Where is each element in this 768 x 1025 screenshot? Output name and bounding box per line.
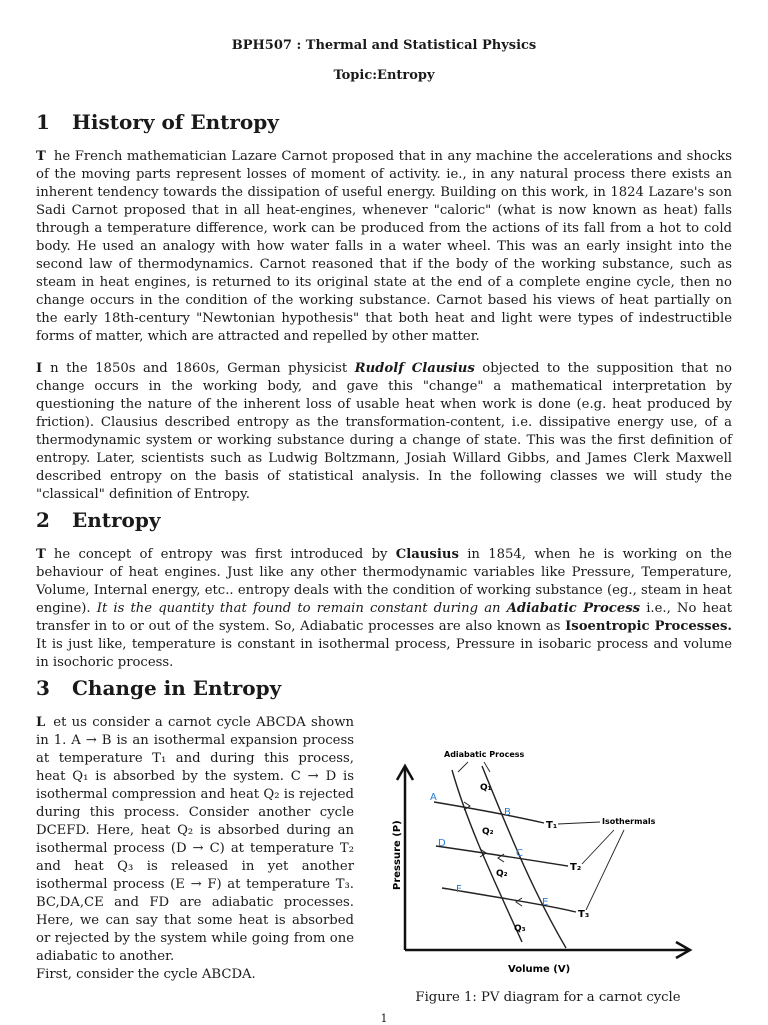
heat-q2-upper: Q₂: [482, 827, 494, 837]
point-d: D: [438, 838, 446, 849]
section-3-heading: [36, 676, 281, 700]
entropy-paragraph: [36, 546, 732, 672]
point-b: B: [504, 807, 511, 818]
clausius-bold: Clausius: [395, 547, 459, 562]
italic-text: It is the quantity that found to remain constant during an: [96, 601, 501, 616]
pv-diagram: [372, 730, 724, 980]
heat-q1: Q₁: [480, 783, 492, 793]
section-number: 2: [36, 508, 50, 532]
change-paragraph: [36, 714, 354, 984]
drop-cap: T: [36, 547, 46, 562]
topic-header: Topic:Entropy: [333, 68, 435, 83]
drop-cap: I: [36, 361, 43, 376]
paragraph-text: First, consider the cycle ABCDA.: [36, 967, 256, 982]
adiabatic-label: Adiabatic Process: [444, 750, 525, 759]
section-2-heading: [36, 508, 161, 532]
y-axis-label: Pressure (P): [392, 820, 403, 890]
point-f: F: [456, 884, 462, 895]
isothermals-label: Isothermals: [602, 817, 656, 826]
paragraph-text: n the 1850s and 1860s, German physicist: [50, 361, 348, 376]
paragraph-text: It is just like, temperature is constant in isothermal process, Pressure in isobaric process and volume in isochoric process.: [36, 637, 732, 670]
point-c: C: [516, 848, 523, 859]
heat-q3: Q₃: [514, 924, 526, 934]
section-title: Entropy: [72, 508, 161, 532]
history-paragraph-2: [36, 360, 732, 504]
section-title: History of Entropy: [72, 110, 279, 134]
isoentropic-term: Isoentropic Processes.: [565, 619, 732, 634]
section-title: Change in Entropy: [72, 676, 282, 700]
temp-t3: T₃: [578, 909, 590, 920]
temp-t1: T₁: [546, 820, 558, 831]
drop-cap: L: [36, 715, 46, 730]
clausius-name: Rudolf Clausius: [354, 361, 475, 376]
temp-t2: T₂: [570, 862, 582, 873]
paragraph-text: he French mathematician Lazare Carnot proposed that in any machine the accelerations and shocks of the moving parts represent losses of moment of activity. ie., in any natural process there exists an inherent tendency towards the dissipation of useful energy. Building on this work, in 1824 Lazare's son Sadi Carnot proposed that in all heat-engines, whenever "caloric" (what is now known as heat) falls through a temperature difference, work can be produced from the actions of its fall from a hot to cold body. He used an analogy with how water falls in a water wheel. This was an early insight into the second law of thermodynamics. Carnot reasoned that if the body of the working substance, such as steam in heat engines, is returned to its original state at the end of a complete engine cycle, then no change occurs in the condition of the working substance. Carnot based his views of heat partially on the early 18th-century "Newtonian hypothesis" that both heat and light were types of indestructible forms of matter, which are attracted and repelled by other matter.: [36, 149, 732, 344]
drop-cap: T: [36, 149, 46, 164]
adiabatic-process-term: Adiabatic Process: [506, 601, 641, 616]
pv-diagram-figure: [372, 730, 724, 980]
heat-q2-lower: Q₂: [496, 869, 508, 879]
point-e: E: [542, 897, 549, 908]
paragraph-text: he concept of entropy was first introduced by: [53, 547, 388, 562]
paragraph-text: et us consider a carnot cycle ABCDA shown in 1. A → B is an isothermal expansion process at temperature T₁ and during this process, heat Q₁ is absorbed by the system. C → D is isothermal compression and heat Q₂ is rejected during this process. Consider another cycle DCEFD. Here, heat Q₂ is absorbed during an isothermal process (D → C) at temperature T₂ and heat Q₃ is released in yet another isothermal process (E → F) at temperature T₃. BC,DA,CE and FD are adiabatic processes. Here, we can say that some heat is absorbed or rejected by the system while going from one adiabatic to another.: [36, 715, 354, 964]
course-header: BPH507 : Thermal and Statistical Physics: [231, 38, 537, 53]
figure-caption: Figure 1: PV diagram for a carnot cycle: [415, 990, 681, 1005]
paragraph-text: objected to the supposition that no change occurs in the working body, and gave this "change" a mathematical interpretation by questioning the nature of the inherent loss of usable heat when work is done (e.g. heat produced by friction). Clausius described entropy as the transformation-content, i.e. dissipative energy use, of a thermodynamic system or working substance during a change of state. This was the first definition of entropy. Later, scientists such as Ludwig Boltzmann, Josiah Willard Gibbs, and James Clerk Maxwell described entropy on the basis of statistical analysis. In the following classes we will study the "classical" definition of Entropy.: [36, 361, 732, 502]
paragraph-text: i.e., No heat transfer in to or out of the system. So, Adiabatic processes are also known as: [36, 601, 732, 634]
figure-background: [372, 730, 724, 980]
page-number: 1: [380, 1012, 388, 1025]
section-number: 3: [36, 676, 50, 700]
section-number: 1: [36, 110, 50, 134]
section-1-heading: [36, 110, 279, 134]
paragraph-text: in 1854, when he is working on the behaviour of heat engines. Just like any other thermodynamic variables like Pressure, Temperature, Volume, Internal energy, etc.. entropy deals with the condition of working substance (eg., steam in heat engine).: [36, 547, 732, 616]
history-paragraph-1: [36, 148, 732, 346]
x-axis-label: Volume (V): [508, 964, 571, 975]
point-a: A: [430, 792, 437, 803]
